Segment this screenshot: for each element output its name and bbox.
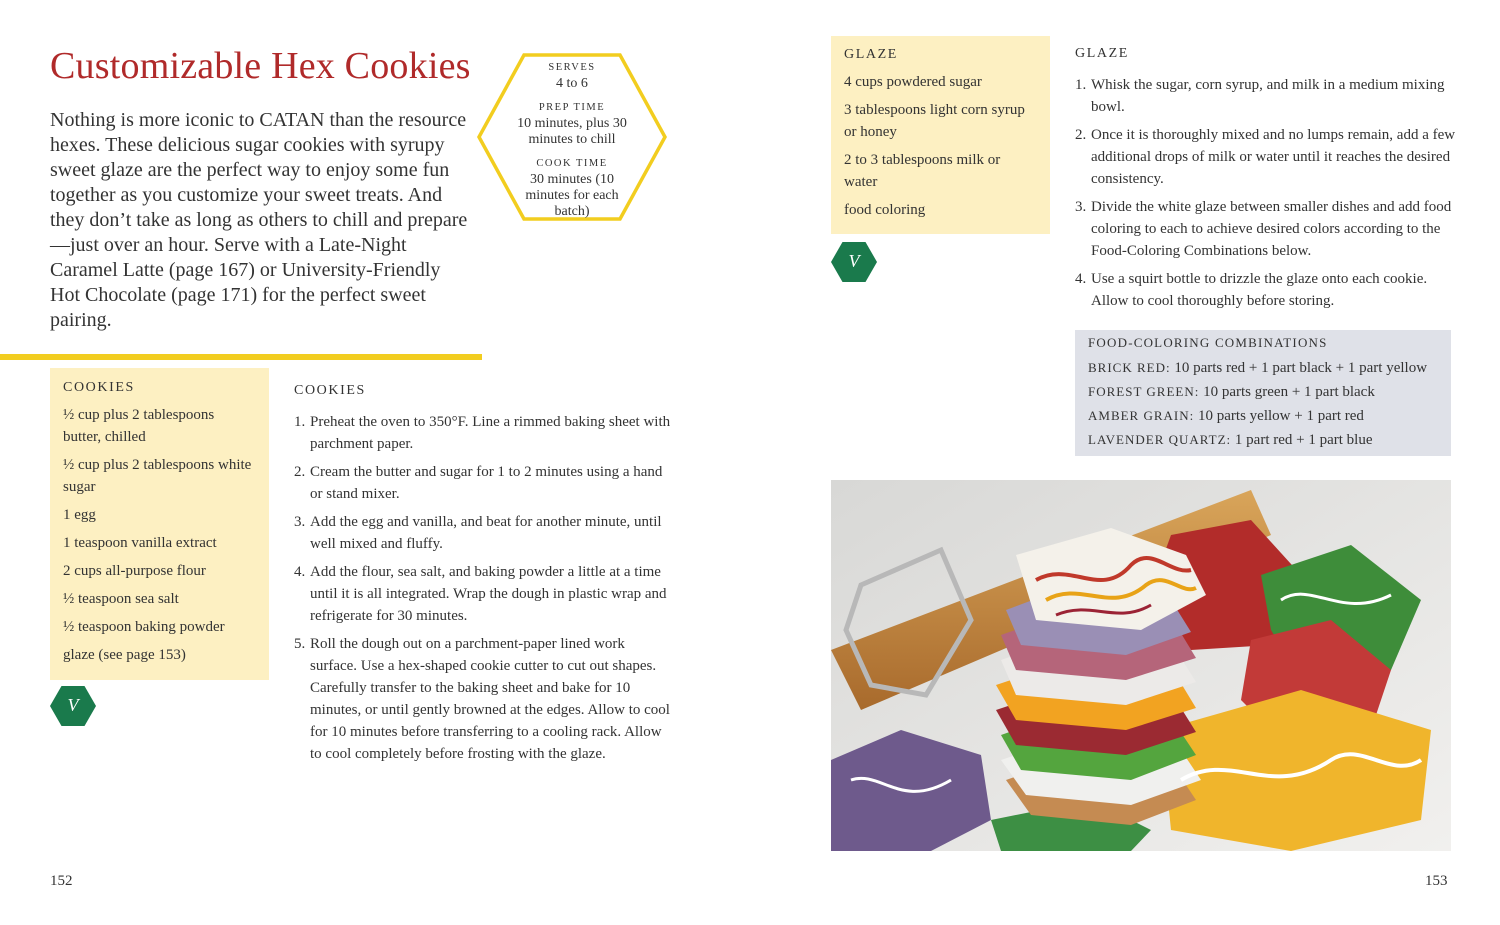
recipe-title: Customizable Hex Cookies xyxy=(50,45,471,87)
step-number: 1. xyxy=(1075,77,1087,93)
cook-time-value: 30 minutes (10 minutes for each batch) xyxy=(525,172,619,219)
ingredient-item: 2 cups all-purpose flour xyxy=(63,563,206,579)
ingredient-item: glaze (see page 153) xyxy=(63,647,186,663)
serves-value: 4 to 6 xyxy=(556,76,588,91)
combination-name: FOREST GREEN: xyxy=(1088,384,1200,399)
page-number-right: 153 xyxy=(1425,873,1448,889)
step-number: 3. xyxy=(1075,199,1087,215)
ingredient-item: ½ teaspoon sea salt xyxy=(63,591,179,607)
step-text: Preheat the oven to 350°F. Line a rimmed baking sheet with parchment paper. xyxy=(310,414,671,452)
cookies-ingredients-box xyxy=(50,368,269,680)
step-item xyxy=(294,561,674,627)
cookies-steps-title: COOKIES xyxy=(294,383,366,398)
food-coloring-combinations xyxy=(1075,330,1451,456)
step-text: Add the egg and vanilla, and beat for another minute, until well mixed and fluffy. xyxy=(310,514,662,552)
combination-value: 1 part red + 1 part blue xyxy=(1234,432,1373,448)
step-item xyxy=(294,411,674,455)
prep-time-value: 10 minutes, plus 30 minutes to chill xyxy=(517,116,627,147)
step-item xyxy=(1075,74,1460,118)
glaze-steps xyxy=(1075,46,1460,318)
serves-label: SERVES xyxy=(548,62,596,73)
ingredient-item: 4 cups powdered sugar xyxy=(844,74,982,90)
combinations-title: FOOD-COLORING COMBINATIONS xyxy=(1088,335,1328,350)
step-item xyxy=(1075,196,1460,262)
vegetarian-badge xyxy=(831,242,877,282)
combination-name: BRICK RED: xyxy=(1088,360,1171,375)
hex-cookies-photo xyxy=(831,480,1451,851)
vegetarian-badge xyxy=(50,686,96,726)
ingredient-item: ½ teaspoon baking powder xyxy=(63,619,225,635)
step-text: Add the flour, sea salt, and baking powder a little at a time until it is all integrated. Wrap the dough in plastic wrap and refrigerate for 30 minutes. xyxy=(310,564,667,624)
step-item xyxy=(294,633,674,765)
cookies-ingredients-title: COOKIES xyxy=(63,380,135,395)
combination-row xyxy=(1088,356,1438,380)
ingredient-item: 1 teaspoon vanilla extract xyxy=(63,535,217,551)
step-item xyxy=(1075,124,1460,190)
ingredient-item: food coloring xyxy=(844,202,926,218)
step-text: Roll the dough out on a parchment-paper lined work surface. Use a hex-shaped cookie cutter to cut out shapes. Carefully transfer to the baking sheet and bake for 10 minutes, or until gently browned at the edges. Allow to cool for 10 minutes before transferring to a cooling rack. Allow to cool completely before frosting with the glaze. xyxy=(310,636,670,762)
ingredient-item: ½ cup plus 2 tablespoons white sugar xyxy=(63,457,252,495)
prep-time-label: PREP TIME xyxy=(538,102,606,113)
combination-row xyxy=(1088,404,1438,428)
glaze-ingredients-title: GLAZE xyxy=(844,47,898,62)
step-text: Once it is thoroughly mixed and no lumps remain, add a few additional drops of milk or water until it reaches the desired consistency. xyxy=(1091,127,1456,187)
combination-name: LAVENDER QUARTZ: xyxy=(1088,432,1232,447)
ingredient-item: 2 to 3 tablespoons milk or water xyxy=(844,152,1001,190)
yellow-divider xyxy=(0,354,482,360)
combination-row xyxy=(1088,428,1438,452)
step-text: Whisk the sugar, corn syrup, and milk in a medium mixing bowl. xyxy=(1091,77,1445,115)
glaze-ingredients-box xyxy=(831,36,1050,234)
vegetarian-badge-label: V xyxy=(67,695,79,715)
step-number: 1. xyxy=(294,414,306,430)
step-text: Use a squirt bottle to drizzle the glaze onto each cookie. Allow to cool thoroughly before storing. xyxy=(1091,271,1428,309)
step-number: 2. xyxy=(1075,127,1087,143)
cookie-stack-illustration xyxy=(831,480,1451,851)
step-number: 4. xyxy=(1075,271,1087,287)
step-item xyxy=(294,461,674,505)
step-item xyxy=(294,511,674,555)
combination-value: 10 parts red + 1 part black + 1 part yellow xyxy=(1174,360,1428,376)
page-number-left: 152 xyxy=(50,873,73,889)
step-text: Divide the white glaze between smaller dishes and add food coloring to each to achieve desired colors according to the Food-Coloring Combinations below. xyxy=(1091,199,1452,259)
step-item xyxy=(1075,268,1460,312)
combination-value: 10 parts green + 1 part black xyxy=(1203,384,1375,400)
step-number: 2. xyxy=(294,464,306,480)
combination-row xyxy=(1088,380,1438,404)
combination-value: 10 parts yellow + 1 part red xyxy=(1198,408,1364,424)
cook-time-label: COOK TIME xyxy=(536,158,608,169)
step-text: Cream the butter and sugar for 1 to 2 minutes using a hand or stand mixer. xyxy=(310,464,663,502)
recipe-intro: Nothing is more iconic to CATAN than the resource hexes. These delicious sugar cookies with syrupy sweet glaze are the perfect way to enjoy some fun together as you customize your sweet treats. And they don’t take as long as others to chill and prepare—just over an hour. Serve with a Late-Night Caramel Latte (page 167) or University-Friendly Hot Chocolate (page 171) for the perfect sweet pairing. xyxy=(50,109,468,331)
step-number: 4. xyxy=(294,564,306,580)
vegetarian-badge-label: V xyxy=(848,251,860,271)
ingredient-item: ½ cup plus 2 tablespoons butter, chilled xyxy=(63,407,215,445)
ingredient-item: 1 egg xyxy=(63,507,96,523)
step-number: 3. xyxy=(294,514,306,530)
combination-name: AMBER GRAIN: xyxy=(1088,408,1195,423)
info-hexagon xyxy=(476,52,668,222)
glaze-steps-title: GLAZE xyxy=(1075,46,1129,61)
step-number: 5. xyxy=(294,636,306,652)
ingredient-item: 3 tablespoons light corn syrup or honey xyxy=(844,102,1025,140)
cookies-steps xyxy=(294,383,674,771)
